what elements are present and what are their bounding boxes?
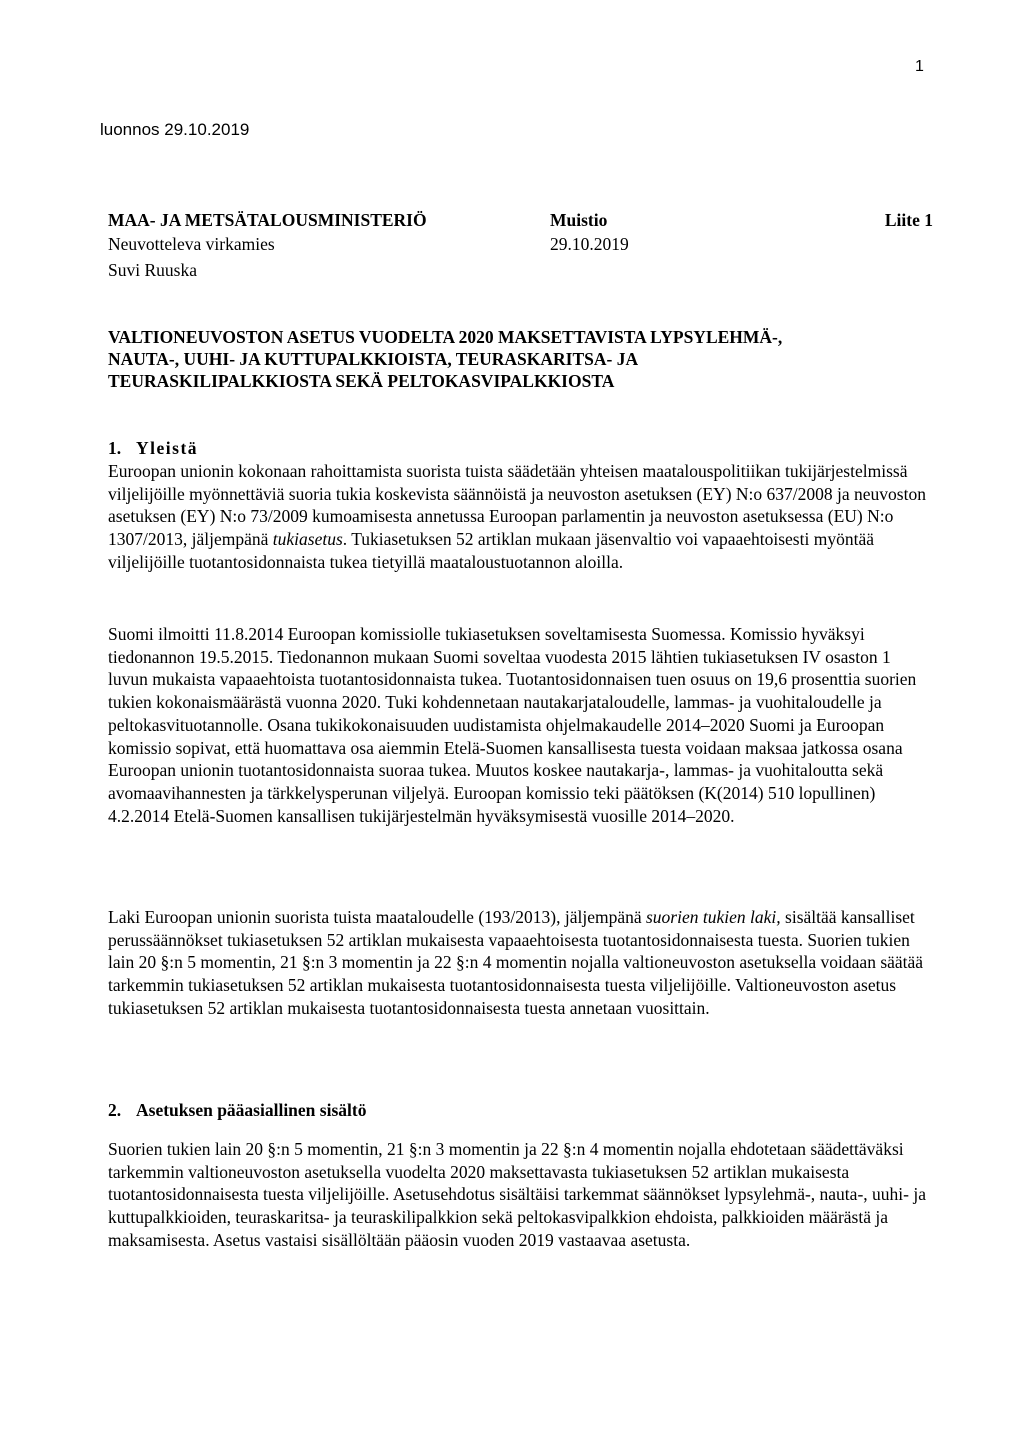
title-line-1: VALTIONEUVOSTON ASETUS VUODELTA 2020 MAKSETTAVISTA LYPSYLEHMÄ-,: [108, 327, 783, 347]
section-1-heading: [108, 438, 198, 459]
section-1-number: 1.: [108, 438, 122, 458]
section-2-title: Asetuksen pääasiallinen sisältö: [136, 1100, 367, 1120]
section-2-paragraph-1: Suorien tukien lain 20 §:n 5 momentin, 21 §:n 3 momentin ja 22 §:n 4 momentin nojalla ehdotetaan säädettäväksi tarkemmin valtioneuvoston asetuksella vuodelta 2020 maksettavasta tukiasetuksen 52 artiklan mukaisesta tuotantosidonnaisesta tuesta viljelijöille. Asetusehdotus sisältäisi tarkemmat säännökset lypsylehmä-, nauta-, uuhi- ja kuttupalkkioiden, teuraskaritsa- ja teuraskilipalkkion sekä peltokasvipalkkion ehdoista, palkkioiden määrästä ja maksamisesta. Asetus vastaisi sisällöltään pääosin vuoden 2019 vastaavaa asetusta.: [108, 1139, 926, 1250]
section-2-number: 2.: [108, 1100, 122, 1120]
page-number: 1: [915, 58, 924, 75]
ministry-name: MAA- JA METSÄTALOUSMINISTERIÖ: [108, 210, 427, 230]
document-date: 29.10.2019: [550, 234, 629, 254]
document-type: Muistio: [550, 210, 608, 230]
title-line-3: TEURASKILIPALKKIOSTA SEKÄ PELTOKASVIPALKKIOSTA: [108, 371, 615, 391]
para-text: sisältää kansalliset perussäännökset tukiasetuksen 52 artiklan mukaisesta vapaaehtoisesta tuotantosidonnaisesta tuesta. Suorien tukien lain 20 §:n 5 momentin, 21 §:n 3 momentin ja 22 §:n 4 momentin nojalla valtioneuvoston asetuksella voidaan säätää tarkemmin tukiasetuksen 52 artiklan mukaisesta tuotantosidonnaisesta tuesta viljelijöille. Valtioneuvoston asetus tukiasetuksen 52 artiklan mukaisesta tuotantosidonnaisesta tuesta annetaan vuosittain.: [108, 907, 924, 1018]
author-name: Suvi Ruuska: [108, 260, 197, 280]
section-1-paragraph-3: [108, 906, 928, 1020]
attachment-label: Liite 1: [884, 210, 933, 230]
section-1-title: Yleistä: [136, 438, 199, 458]
section-2-heading: [108, 1100, 366, 1121]
section-1-paragraph-2: Suomi ilmoitti 11.8.2014 Euroopan komissiolle tukiasetuksen soveltamisesta Suomessa. Komissio hyväksyi tiedonannon 19.5.2015. Tiedonannon mukaan Suomi soveltaa vuodesta 2015 lähtien tukiasetuksen IV osaston 1 luvun mukaista vapaaehtoista tuotantosidonnaista tukea. Tuotantosidonnaisen tuen osuus on 19,6 prosenttia suorien tukien kokonaismäärästä vuonna 2020. Tuki kohdennetaan nautakarjataloudelle, lammas- ja vuohitaloudelle ja peltokasvituotannolle. Osana tukikokonaisuuden uudistamista ohjelmakaudelle 2014–2020 Suomi ja Euroopan komissio sopivat, että huomattava osa aiemmin Etelä-Suomen kansallisesta tuesta voidaan maksaa jatkossa osana Euroopan unionin tuotantosidonnaista suoraa tukea. Muutos koskee nautakarja-, lammas- ja vuohitaloutta sekä avomaavihannesten ja tärkkelysperunan viljelyä. Euroopan komissio teki päätöksen (K(2014) 510 lopullinen) 4.2.2014 Etelä-Suomen kansallisen tukijärjestelmän hyväksymisestä vuosille 2014–2020.: [108, 624, 917, 826]
para-text: Laki Euroopan unionin suorista tuista maataloudelle (193/2013), jäljempänä: [108, 907, 646, 927]
para-text: Euroopan unionin kokonaan rahoittamista suorista tuista säädetään yhteisen maatalouspolitiikan tukijärjestelmissä viljelijöille myönnettäviä suoria tukia koskevista säännöistä ja neuvoston asetuksen (EY) N:o 637/2008 ja neuvoston asetuksen (EY) N:o 73/2009 kumoamisesta annetussa Euroopan parlamentin ja neuvoston asetuksessa (EU) N:o 1307/2013, jäljempänä: [108, 461, 926, 550]
para-italic-term: tukiasetus: [272, 529, 343, 550]
document-title: [108, 326, 938, 392]
para-text: . Tukiasetuksen 52 artiklan mukaan jäsenvaltio voi vapaaehtoisesti myöntää viljelijöille tuotantosidonnaista tukea tietyillä maataloustuotannon aloilla.: [108, 529, 874, 572]
title-line-2: NAUTA-, UUHI- JA KUTTUPALKKIOISTA, TEURASKARITSA- JA: [108, 349, 639, 369]
para-italic-term: suorien tukien laki,: [646, 907, 781, 927]
author-role: Neuvotteleva virkamies: [108, 234, 275, 254]
draft-label: luonnos 29.10.2019: [100, 120, 250, 139]
section-1-paragraph-1: [108, 460, 928, 574]
